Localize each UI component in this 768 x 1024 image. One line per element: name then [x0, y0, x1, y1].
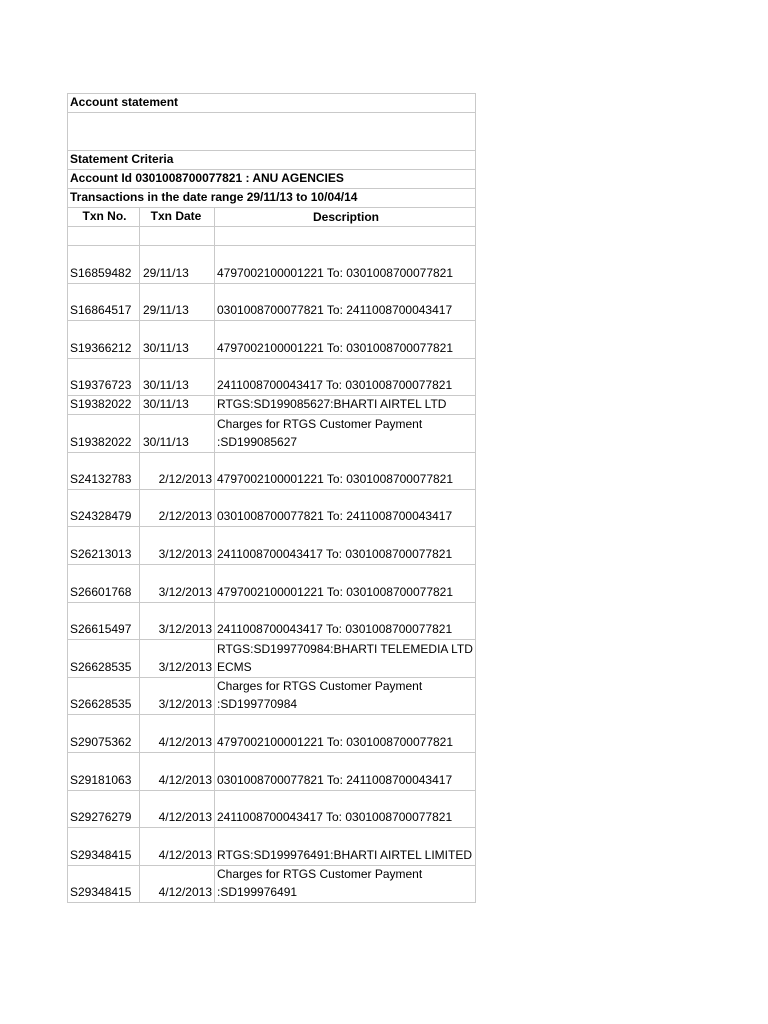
txn-date-cell: 30/11/13: [140, 415, 215, 452]
table-row: [68, 678, 476, 715]
table-row: [68, 640, 476, 678]
txn-no-cell: S16859482: [68, 246, 140, 283]
txn-no-cell: S26615497: [68, 603, 140, 639]
description-line: 4797002100001221 To: 0301008700077821: [217, 472, 454, 486]
table-row: [68, 527, 476, 565]
txn-date-cell: 2/12/2013: [140, 490, 215, 526]
table-row: [68, 565, 476, 603]
description-cell: [215, 453, 475, 489]
table-row: [68, 490, 476, 527]
txn-date-cell: 3/12/2013: [140, 603, 215, 639]
description-cell: [215, 715, 475, 752]
description-cell: [215, 753, 475, 790]
txn-no-cell: S26601768: [68, 565, 140, 602]
table-row: [68, 415, 476, 453]
description-line: 4797002100001221 To: 0301008700077821: [217, 735, 454, 749]
description-line: ECMS: [217, 660, 252, 674]
description-line: RTGS:SD199085627:BHARTI AIRTEL LTD: [217, 397, 447, 411]
description-line: 4797002100001221 To: 0301008700077821: [217, 341, 454, 355]
description-cell: [215, 284, 475, 320]
blank-row: [68, 113, 476, 151]
description-cell: [215, 396, 475, 414]
description-cell: [215, 565, 475, 602]
txn-no-cell: S29075362: [68, 715, 140, 752]
description-cell: [215, 603, 475, 639]
description-line: 2411008700043417 To: 0301008700077821: [217, 810, 453, 824]
title-row: [68, 94, 476, 113]
description-line: 2411008700043417 To: 0301008700077821: [217, 547, 453, 561]
table-row: [68, 284, 476, 321]
txn-date-cell: 30/11/13: [140, 359, 215, 395]
criteria-row: [68, 151, 476, 170]
txn-no-cell: S29276279: [68, 791, 140, 827]
txn-date-cell: 4/12/2013: [140, 866, 215, 902]
col-header-description: Description: [312, 209, 379, 224]
txn-no-cell: S24328479: [68, 490, 140, 526]
table-row: [68, 791, 476, 828]
date-range: Transactions in the date range 29/11/13 to 10/04/14: [70, 190, 358, 204]
table-row: [68, 715, 476, 753]
description-cell: [215, 791, 475, 827]
description-line: 4797002100001221 To: 0301008700077821: [217, 585, 454, 599]
description-line: RTGS:SD199976491:BHARTI AIRTEL LIMITED: [217, 848, 472, 862]
txn-no-cell: S24132783: [68, 453, 140, 489]
description-cell: [215, 359, 475, 395]
txn-date-cell: 2/12/2013: [140, 453, 215, 489]
txn-date-cell: 30/11/13: [140, 321, 215, 358]
txn-date-cell: 29/11/13: [140, 246, 215, 283]
txn-date-cell: 3/12/2013: [140, 565, 215, 602]
criteria-label: Statement Criteria: [70, 152, 174, 166]
table-row: [68, 321, 476, 359]
txn-date-cell: 30/11/13: [140, 396, 215, 414]
description-cell: [215, 246, 475, 283]
description-line: 0301008700077821 To: 2411008700043417: [217, 509, 453, 523]
description-line: :SD199976491: [217, 885, 298, 899]
txn-no-cell: S19366212: [68, 321, 140, 358]
txn-date-cell: 4/12/2013: [140, 753, 215, 790]
table-row: [68, 753, 476, 791]
description-line: RTGS:SD199770984:BHARTI TELEMEDIA LTD: [217, 642, 473, 656]
description-line: 0301008700077821 To: 2411008700043417: [217, 303, 453, 317]
statement-grid: [67, 93, 476, 903]
statement-title: Account statement: [70, 95, 179, 109]
description-line: Charges for RTGS Customer Payment: [217, 679, 423, 693]
table-row: [68, 396, 476, 415]
description-cell: [215, 678, 475, 714]
txn-no-cell: S16864517: [68, 284, 140, 320]
description-line: 2411008700043417 To: 0301008700077821: [217, 622, 453, 636]
range-row: [68, 189, 476, 208]
txn-date-cell: 3/12/2013: [140, 678, 215, 714]
col-header-txn-no: Txn No.: [68, 208, 140, 226]
description-cell: [215, 321, 475, 358]
description-line: :SD199770984: [217, 697, 298, 711]
statement-sheet: [67, 93, 475, 903]
description-cell: [215, 415, 475, 452]
txn-no-cell: S29348415: [68, 866, 140, 902]
txn-date-cell: 4/12/2013: [140, 715, 215, 752]
txn-date-cell: 3/12/2013: [140, 527, 215, 564]
spacer-cell: [68, 227, 140, 245]
spacer-row: [68, 227, 476, 246]
txn-date-cell: 4/12/2013: [140, 791, 215, 827]
txn-no-cell: S26628535: [68, 678, 140, 714]
txn-no-cell: S29181063: [68, 753, 140, 790]
txn-date-cell: 4/12/2013: [140, 828, 215, 865]
description-cell: [215, 527, 475, 564]
table-row: [68, 828, 476, 866]
txn-no-cell: S29348415: [68, 828, 140, 865]
account-row: [68, 170, 476, 189]
txn-date-cell: 29/11/13: [140, 284, 215, 320]
description-line: Charges for RTGS Customer Payment: [217, 417, 423, 431]
transaction-rows: [68, 246, 476, 903]
description-cell: [215, 828, 475, 865]
description-cell: [215, 866, 475, 902]
description-cell: [215, 640, 475, 677]
description-cell: [215, 490, 475, 526]
txn-no-cell: S19376723: [68, 359, 140, 395]
txn-no-cell: S19382022: [68, 396, 140, 414]
txn-date-cell: 3/12/2013: [140, 640, 215, 677]
description-line: Charges for RTGS Customer Payment: [217, 867, 423, 881]
table-row: [68, 603, 476, 640]
txn-no-cell: S26213013: [68, 527, 140, 564]
description-line: 0301008700077821 To: 2411008700043417: [217, 773, 453, 787]
col-header-txn-date: Txn Date: [140, 208, 215, 226]
table-row: [68, 359, 476, 396]
description-line: 4797002100001221 To: 0301008700077821: [217, 266, 454, 280]
table-row: [68, 453, 476, 490]
account-id: Account Id 0301008700077821 : ANU AGENCIES: [70, 171, 344, 185]
table-row: [68, 866, 476, 903]
txn-no-cell: S19382022: [68, 415, 140, 452]
txn-no-cell: S26628535: [68, 640, 140, 677]
column-header-row: [68, 208, 476, 227]
table-row: [68, 246, 476, 284]
spacer-cell: [140, 227, 215, 245]
description-line: :SD199085627: [217, 435, 298, 449]
description-line: 2411008700043417 To: 0301008700077821: [217, 378, 453, 392]
